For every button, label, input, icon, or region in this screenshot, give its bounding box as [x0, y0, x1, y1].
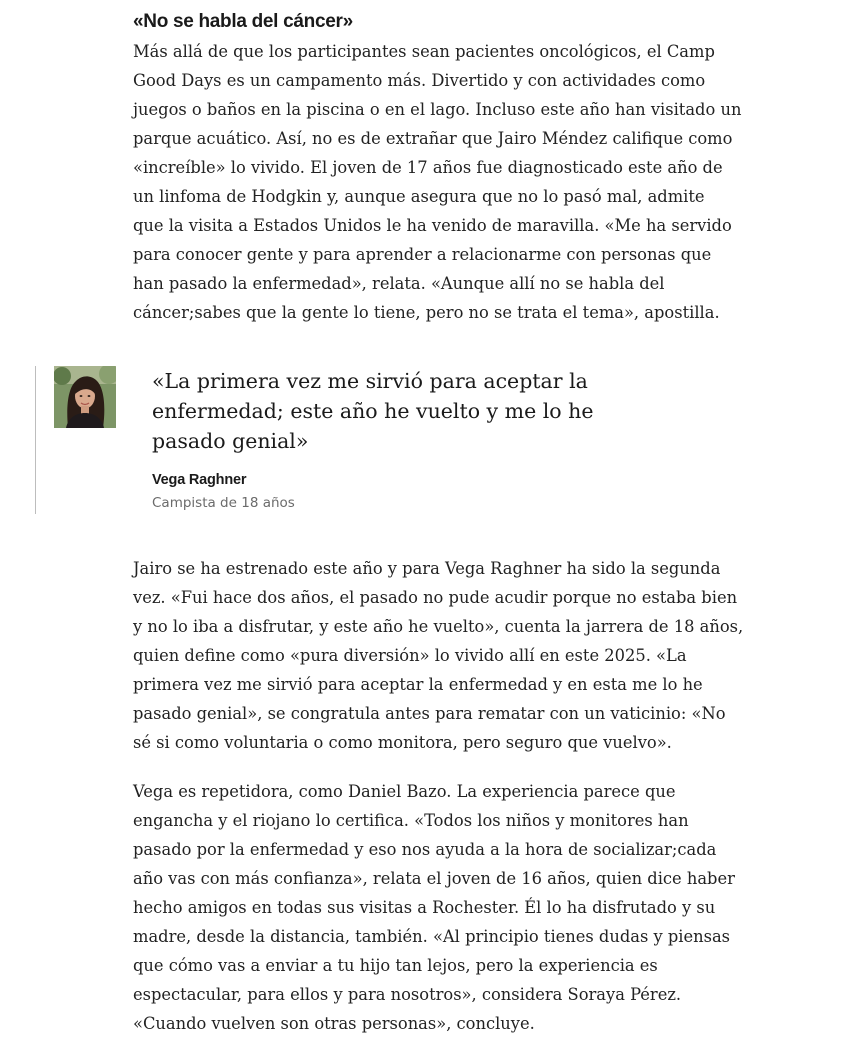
paragraph-line: juegos o baños en la piscina o en el lago. Incluso este año han visitado un — [133, 100, 742, 119]
paragraph-line: Jairo se ha estrenado este año y para Vega Raghner ha sido la segunda — [133, 559, 721, 578]
paragraph-line: madre, desde la distancia, también. «Al principio tienes dudas y piensas — [133, 927, 731, 946]
paragraph-line: primera vez me sirvió para aceptar la enfermedad y en esta me lo he — [133, 675, 703, 694]
paragraph-line: un linfoma de Hodgkin y, aunque asegura que no lo pasó mal, admite — [133, 187, 705, 206]
quote-author-name: Vega Raghner — [152, 472, 247, 488]
quote-line: enfermedad; este año he vuelto y me lo he — [152, 399, 594, 423]
quote-divider — [35, 366, 36, 514]
paragraph-line: pasado por la enfermedad y eso nos ayuda a la hora de socializar;cada — [133, 840, 717, 859]
quote-text — [152, 366, 672, 456]
pull-quote — [35, 366, 735, 514]
section-heading: «No se habla del cáncer» — [133, 11, 353, 32]
paragraph-line: hecho amigos en todas sus visitas a Rochester. Él lo ha disfrutado y su — [133, 898, 716, 917]
paragraph-line: «Cuando vuelven son otras personas», concluye. — [133, 1014, 535, 1033]
article-paragraph — [133, 37, 793, 327]
paragraph-line: que cómo vas a enviar a tu hijo tan lejos, pero la experiencia es — [133, 956, 658, 975]
quote-author-role: Campista de 18 años — [152, 495, 295, 511]
paragraph-line: «increíble» lo vivido. El joven de 17 años fue diagnosticado este año de — [133, 158, 723, 177]
paragraph-line: vez. «Fui hace dos años, el pasado no pude acudir porque no estaba bien — [133, 588, 738, 607]
paragraph-line: que la visita a Estados Unidos le ha venido de maravilla. «Me ha servido — [133, 216, 732, 235]
article-paragraph — [133, 777, 793, 1038]
paragraph-line: cáncer;sabes que la gente lo tiene, pero no se trata el tema», apostilla. — [133, 303, 720, 322]
paragraph-line: Good Days es un campamento más. Divertido y con actividades como — [133, 71, 706, 90]
paragraph-line: sé si como voluntaria o como monitora, pero seguro que vuelvo». — [133, 733, 672, 752]
quote-line: «La primera vez me sirvió para aceptar la — [152, 369, 588, 393]
paragraph-line: pasado genial», se congratula antes para rematar con un vaticinio: «No — [133, 704, 726, 723]
paragraph-line: quien define como «pura diversión» lo vivido allí en este 2025. «La — [133, 646, 687, 665]
paragraph-line: para conocer gente y para aprender a relacionarme con personas que — [133, 245, 712, 264]
paragraph-line: espectacular, para ellos y para nosotros», considera Soraya Pérez. — [133, 985, 682, 1004]
paragraph-line: engancha y el riojano lo certifica. «Todos los niños y monitores han — [133, 811, 689, 830]
article-paragraph — [133, 554, 793, 757]
paragraph-line: parque acuático. Así, no es de extrañar que Jairo Méndez califique como — [133, 129, 733, 148]
author-avatar — [54, 366, 116, 428]
paragraph-line: y no lo iba a disfrutar, y este año he vuelto», cuenta la jarrera de 18 años, — [133, 617, 744, 636]
paragraph-line: han pasado la enfermedad», relata. «Aunque allí no se habla del — [133, 274, 665, 293]
quote-line: pasado genial» — [152, 429, 309, 453]
paragraph-line: Vega es repetidora, como Daniel Bazo. La experiencia parece que — [133, 782, 676, 801]
paragraph-line: Más allá de que los participantes sean pacientes oncológicos, el Camp — [133, 42, 715, 61]
paragraph-line: año vas con más confianza», relata el joven de 16 años, quien dice haber — [133, 869, 735, 888]
